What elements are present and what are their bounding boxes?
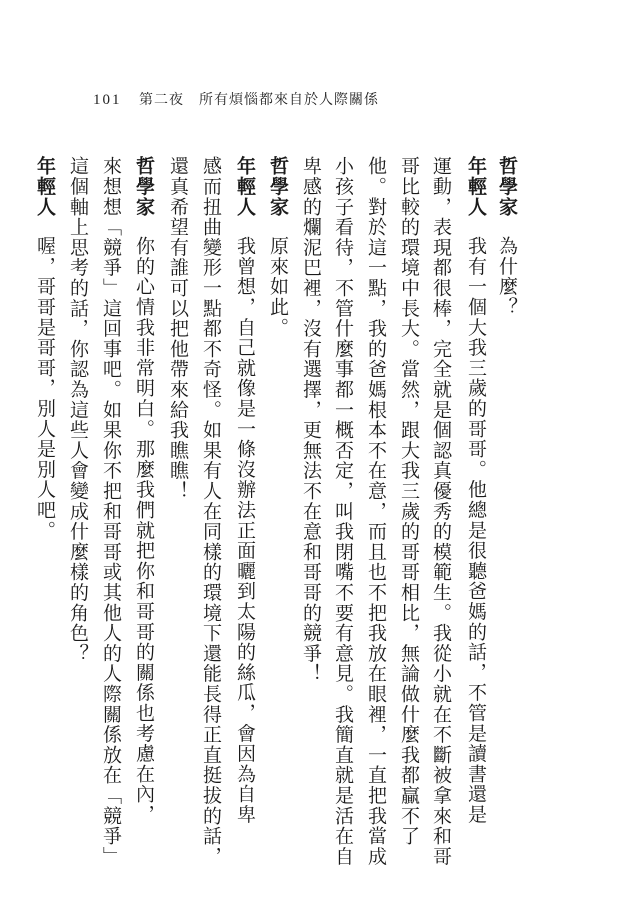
running-header (93, 89, 379, 109)
column-text: 我有一個大我三歲的哥哥。他總是很聽爸媽的話，不管是讀書還是 (465, 235, 487, 825)
column-text: 為什麼？ (496, 235, 518, 318)
column-text: 運動，表現都很棒，完全就是個認真優秀的模範生。我從小就在不斷被拿來和哥 (430, 156, 452, 867)
column-text: 喔，哥哥是哥哥，別人是別人吧。 (34, 235, 56, 541)
text-column (66, 156, 90, 876)
column-text: 還真希望有誰可以把他帶來給我瞧瞧！ (167, 156, 189, 502)
text-column (331, 156, 355, 876)
text-column (429, 156, 453, 876)
column-text: 小孩子看待，不管什麼事都一概否定，叫我閉嘴不要有意見。我簡直就是活在自 (332, 156, 354, 867)
column-text: 哥比較的環境中長大。當然，跟大我三歲的哥哥相比，無論做什麼我都贏不了 (398, 156, 420, 847)
text-column (166, 156, 190, 876)
text-column (199, 156, 223, 876)
column-text: 我曾想，自己就像是一條沒辦法正面曬到太陽的絲瓜，會因為自卑 (234, 235, 256, 825)
text-column (397, 156, 421, 876)
column-text: 感而扭曲變形一點都不奇怪。如果有人在同樣的環境下還能長得正直挺拔的話， (200, 156, 222, 867)
column-text: 你的心情我非常明白。那麼我們就把你和哥哥的關係也考慮在內， (133, 235, 155, 825)
column-text: 原來如此。 (267, 235, 289, 338)
column-text: 這個軸上思考的話，你認為這些人會變成什麼樣的角色？ (67, 156, 89, 664)
column-text: 他。對於這一點，我的爸媽根本不在意，而且也不把我放在眼裡，一直把我當成 (365, 156, 387, 867)
text-column (33, 156, 57, 876)
column-text: 來想想「競爭」這回事吧。如果你不把和哥哥或其他人的人際關係放在「競爭」 (100, 156, 122, 867)
text-column (464, 156, 488, 876)
chapter-title: 第二夜 所有煩惱都來自於人際關係 (138, 92, 379, 108)
page-number: 101 (93, 92, 122, 108)
text-column (495, 156, 519, 876)
text-column (99, 156, 123, 876)
speaker-label: 年輕人 (234, 156, 256, 217)
text-column (233, 156, 257, 876)
text-column (364, 156, 388, 876)
speaker-label: 哲學家 (267, 156, 289, 217)
speaker-label: 年輕人 (34, 156, 56, 217)
text-column (299, 156, 323, 876)
speaker-label: 哲學家 (133, 156, 155, 217)
speaker-label: 哲學家 (496, 156, 518, 217)
text-column (132, 156, 156, 876)
column-text: 卑感的爛泥巴裡，沒有選擇，更無法不在意和哥哥的競爭！ (300, 156, 322, 684)
text-column (266, 156, 290, 876)
speaker-label: 年輕人 (465, 156, 487, 217)
